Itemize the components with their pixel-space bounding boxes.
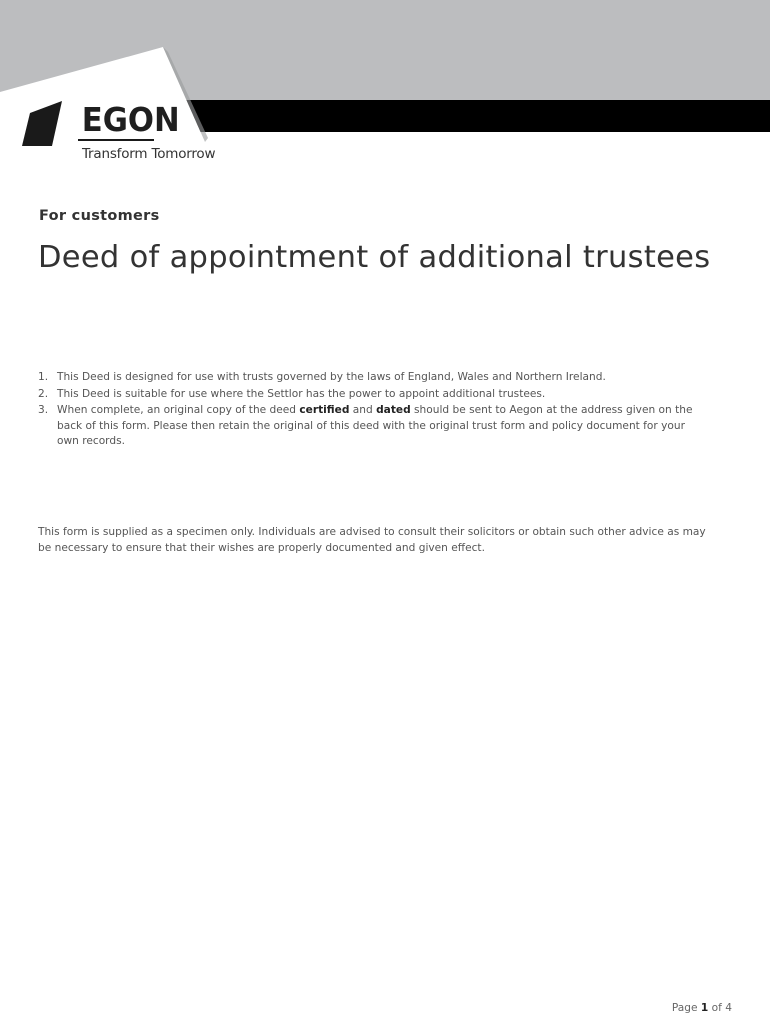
item-text: This Deed is designed for use with trusts governed by the laws of England, Wales and Northern Ireland.: [57, 371, 606, 383]
item-text-part: and: [349, 404, 377, 416]
instruction-item: [38, 370, 698, 386]
audience-label: For customers: [39, 208, 160, 224]
item-text: [57, 404, 693, 447]
total-pages: 4: [725, 1002, 732, 1014]
brand-tagline: Transform Tomorrow: [82, 146, 216, 162]
header-black-band: [180, 100, 770, 132]
document-title: Deed of appointment of additional trustees: [38, 240, 711, 275]
item-number: 2.: [38, 387, 49, 400]
logo-letter-a: A: [58, 100, 82, 139]
page-prefix: Page: [671, 1002, 698, 1014]
instructions-list: [38, 370, 698, 451]
item-text: This Deed is suitable for use where the Settlor has the power to appoint additional trustees.: [57, 387, 546, 400]
page-header: [0, 0, 770, 175]
instruction-item: [38, 387, 698, 403]
instruction-item: [38, 403, 698, 450]
page-indicator: [672, 1002, 732, 1014]
current-page: 1: [700, 1002, 709, 1014]
aegon-logo: [58, 100, 180, 140]
logo-letters: EGON: [81, 100, 180, 139]
item-number: 3.: [38, 404, 49, 416]
item-text-part: When complete, an original copy of the deed: [57, 404, 300, 416]
emphasis-certified: certified: [299, 404, 350, 416]
disclaimer-text: This form is supplied as a specimen only. Individuals are advised to consult their solicitors or obtain such other advice as may be necessary to ensure that their wishes are properly documented and given effect.: [38, 526, 706, 554]
emphasis-dated: dated: [376, 404, 411, 416]
item-text-part: should be sent to Aegon at the address given on the back of this form. Please then retain the original of this deed with the original trust form and policy document for your own records.: [57, 404, 693, 447]
page-separator: of: [711, 1002, 722, 1014]
item-number: 1.: [38, 371, 49, 383]
